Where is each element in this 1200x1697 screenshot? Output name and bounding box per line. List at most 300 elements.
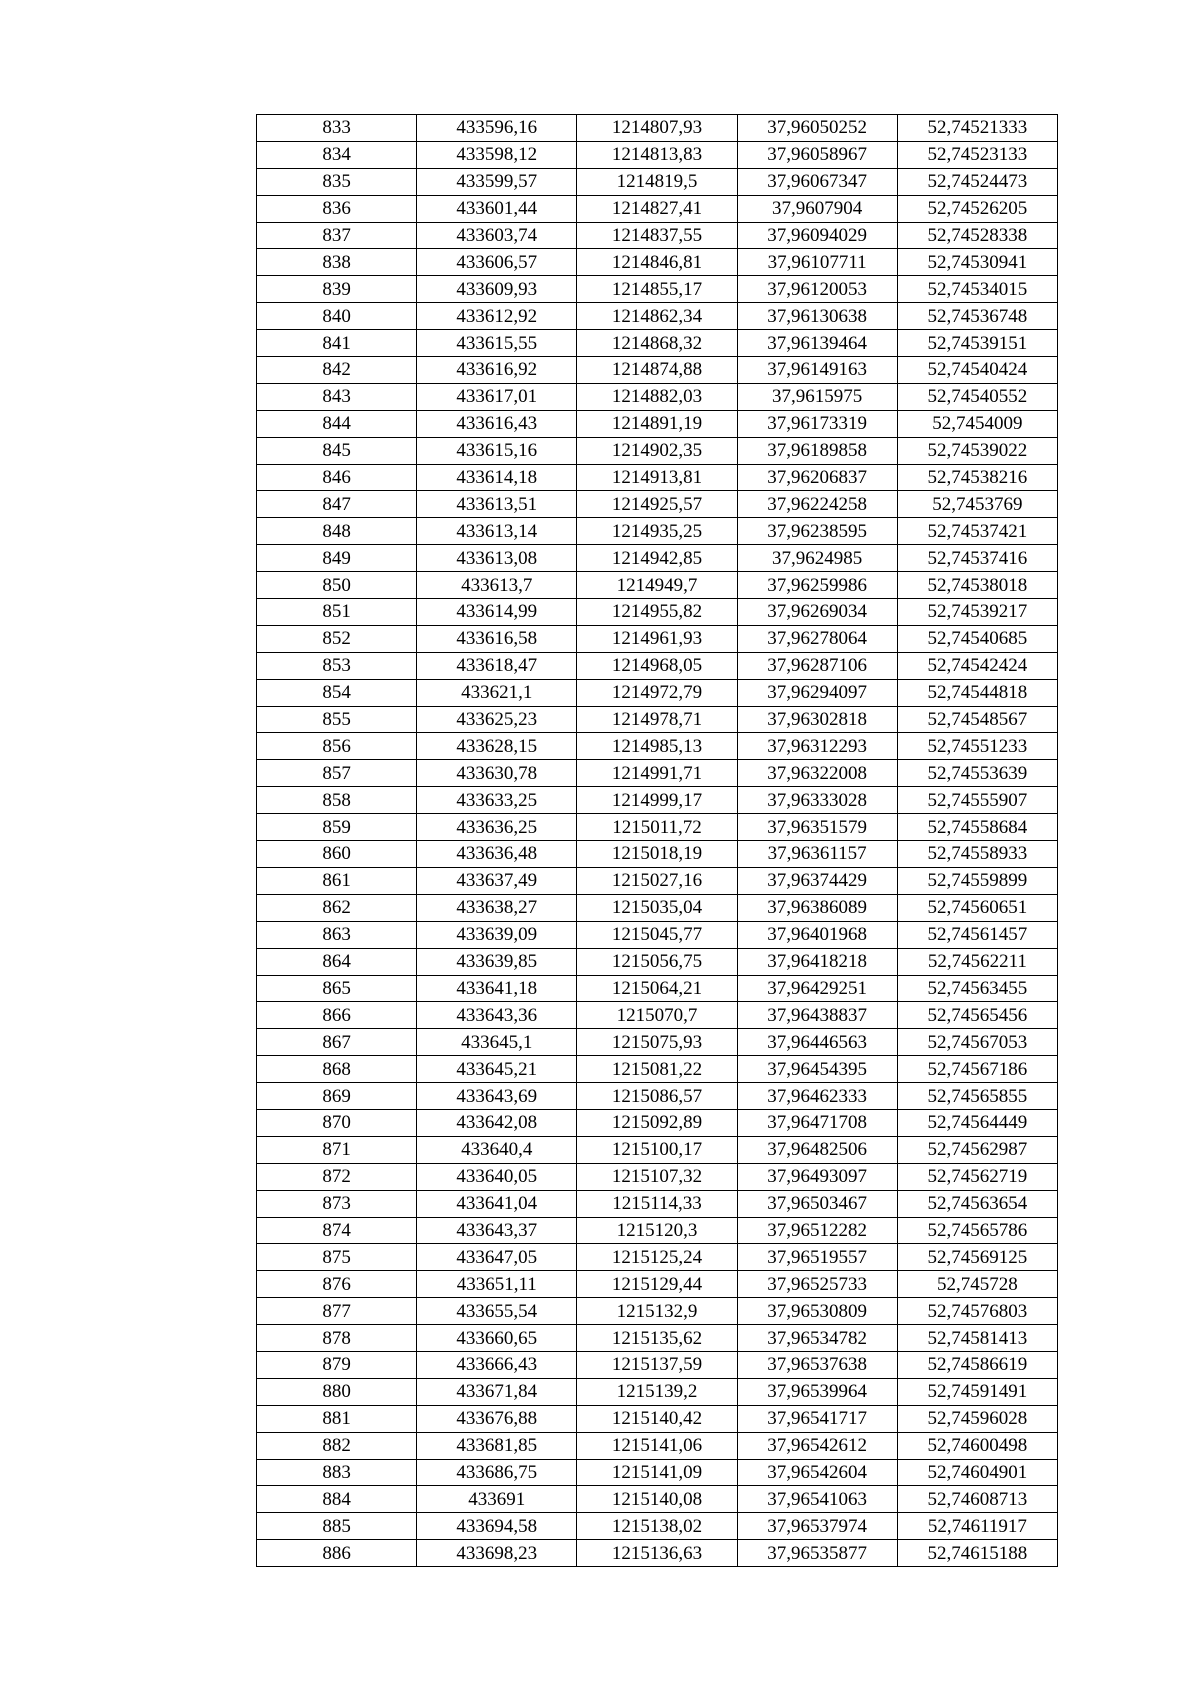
x-coordinate-cell: 433615,55 <box>417 330 577 357</box>
table-row <box>257 249 1058 276</box>
y-coordinate-cell: 1214846,81 <box>577 249 737 276</box>
point-number-cell: 858 <box>257 787 417 814</box>
longitude-cell: 37,96401968 <box>737 921 897 948</box>
y-coordinate-cell: 1214837,55 <box>577 222 737 249</box>
latitude-cell: 52,74611917 <box>897 1513 1057 1540</box>
x-coordinate-cell: 433613,08 <box>417 545 577 572</box>
x-coordinate-cell: 433636,48 <box>417 841 577 868</box>
y-coordinate-cell: 1214991,71 <box>577 760 737 787</box>
table-row <box>257 276 1058 303</box>
longitude-cell: 37,96519557 <box>737 1244 897 1271</box>
point-number-cell: 848 <box>257 518 417 545</box>
latitude-cell: 52,74586619 <box>897 1351 1057 1378</box>
y-coordinate-cell: 1214935,25 <box>577 518 737 545</box>
longitude-cell: 37,96259986 <box>737 572 897 599</box>
table-row <box>257 679 1058 706</box>
y-coordinate-cell: 1215140,42 <box>577 1405 737 1432</box>
latitude-cell: 52,74560651 <box>897 894 1057 921</box>
table-row <box>257 1486 1058 1513</box>
longitude-cell: 37,96534782 <box>737 1325 897 1352</box>
x-coordinate-cell: 433613,7 <box>417 572 577 599</box>
point-number-cell: 844 <box>257 410 417 437</box>
point-number-cell: 849 <box>257 545 417 572</box>
table-row <box>257 1136 1058 1163</box>
longitude-cell: 37,96206837 <box>737 464 897 491</box>
table-row <box>257 841 1058 868</box>
x-coordinate-cell: 433647,05 <box>417 1244 577 1271</box>
longitude-cell: 37,96238595 <box>737 518 897 545</box>
point-number-cell: 872 <box>257 1163 417 1190</box>
y-coordinate-cell: 1215092,89 <box>577 1109 737 1136</box>
point-number-cell: 879 <box>257 1351 417 1378</box>
table-row <box>257 948 1058 975</box>
point-number-cell: 877 <box>257 1298 417 1325</box>
latitude-cell: 52,745728 <box>897 1271 1057 1298</box>
x-coordinate-cell: 433645,1 <box>417 1029 577 1056</box>
table-row <box>257 921 1058 948</box>
y-coordinate-cell: 1215114,33 <box>577 1190 737 1217</box>
longitude-cell: 37,96351579 <box>737 814 897 841</box>
y-coordinate-cell: 1214891,19 <box>577 410 737 437</box>
latitude-cell: 52,74539022 <box>897 437 1057 464</box>
longitude-cell: 37,96438837 <box>737 1002 897 1029</box>
y-coordinate-cell: 1215135,62 <box>577 1325 737 1352</box>
latitude-cell: 52,74523133 <box>897 141 1057 168</box>
x-coordinate-cell: 433618,47 <box>417 652 577 679</box>
x-coordinate-cell: 433613,51 <box>417 491 577 518</box>
longitude-cell: 37,96139464 <box>737 330 897 357</box>
latitude-cell: 52,74524473 <box>897 168 1057 195</box>
x-coordinate-cell: 433606,57 <box>417 249 577 276</box>
longitude-cell: 37,96120053 <box>737 276 897 303</box>
point-number-cell: 880 <box>257 1378 417 1405</box>
point-number-cell: 873 <box>257 1190 417 1217</box>
y-coordinate-cell: 1215132,9 <box>577 1298 737 1325</box>
table-row <box>257 706 1058 733</box>
y-coordinate-cell: 1215027,16 <box>577 867 737 894</box>
latitude-cell: 52,74600498 <box>897 1432 1057 1459</box>
point-number-cell: 836 <box>257 195 417 222</box>
table-row <box>257 1163 1058 1190</box>
x-coordinate-cell: 433614,99 <box>417 599 577 626</box>
latitude-cell: 52,74559899 <box>897 867 1057 894</box>
y-coordinate-cell: 1214862,34 <box>577 303 737 330</box>
y-coordinate-cell: 1214902,35 <box>577 437 737 464</box>
longitude-cell: 37,96535877 <box>737 1540 897 1567</box>
point-number-cell: 867 <box>257 1029 417 1056</box>
latitude-cell: 52,74539217 <box>897 599 1057 626</box>
table-row <box>257 222 1058 249</box>
point-number-cell: 841 <box>257 330 417 357</box>
latitude-cell: 52,74569125 <box>897 1244 1057 1271</box>
longitude-cell: 37,96312293 <box>737 733 897 760</box>
longitude-cell: 37,96058967 <box>737 141 897 168</box>
table-row <box>257 975 1058 1002</box>
point-number-cell: 883 <box>257 1459 417 1486</box>
table-row <box>257 733 1058 760</box>
y-coordinate-cell: 1215100,17 <box>577 1136 737 1163</box>
x-coordinate-cell: 433642,08 <box>417 1109 577 1136</box>
x-coordinate-cell: 433633,25 <box>417 787 577 814</box>
table-row <box>257 894 1058 921</box>
latitude-cell: 52,74538216 <box>897 464 1057 491</box>
x-coordinate-cell: 433609,93 <box>417 276 577 303</box>
table-row <box>257 1459 1058 1486</box>
longitude-cell: 37,96173319 <box>737 410 897 437</box>
x-coordinate-cell: 433651,11 <box>417 1271 577 1298</box>
point-number-cell: 884 <box>257 1486 417 1513</box>
table-row <box>257 195 1058 222</box>
table-row <box>257 1029 1058 1056</box>
point-number-cell: 855 <box>257 706 417 733</box>
point-number-cell: 846 <box>257 464 417 491</box>
y-coordinate-cell: 1214882,03 <box>577 383 737 410</box>
longitude-cell: 37,96537974 <box>737 1513 897 1540</box>
y-coordinate-cell: 1214827,41 <box>577 195 737 222</box>
latitude-cell: 52,74596028 <box>897 1405 1057 1432</box>
point-number-cell: 868 <box>257 1056 417 1083</box>
table-row <box>257 1378 1058 1405</box>
y-coordinate-cell: 1214813,83 <box>577 141 737 168</box>
latitude-cell: 52,74565786 <box>897 1217 1057 1244</box>
x-coordinate-cell: 433643,37 <box>417 1217 577 1244</box>
x-coordinate-cell: 433681,85 <box>417 1432 577 1459</box>
point-number-cell: 862 <box>257 894 417 921</box>
latitude-cell: 52,74558684 <box>897 814 1057 841</box>
x-coordinate-cell: 433637,49 <box>417 867 577 894</box>
x-coordinate-cell: 433603,74 <box>417 222 577 249</box>
x-coordinate-cell: 433630,78 <box>417 760 577 787</box>
x-coordinate-cell: 433639,85 <box>417 948 577 975</box>
y-coordinate-cell: 1215138,02 <box>577 1513 737 1540</box>
latitude-cell: 52,74563455 <box>897 975 1057 1002</box>
latitude-cell: 52,74536748 <box>897 303 1057 330</box>
point-number-cell: 838 <box>257 249 417 276</box>
x-coordinate-cell: 433694,58 <box>417 1513 577 1540</box>
latitude-cell: 52,74553639 <box>897 760 1057 787</box>
table-row <box>257 625 1058 652</box>
latitude-cell: 52,74565456 <box>897 1002 1057 1029</box>
y-coordinate-cell: 1214972,79 <box>577 679 737 706</box>
latitude-cell: 52,74526205 <box>897 195 1057 222</box>
longitude-cell: 37,96542612 <box>737 1432 897 1459</box>
latitude-cell: 52,74564449 <box>897 1109 1057 1136</box>
x-coordinate-cell: 433616,43 <box>417 410 577 437</box>
y-coordinate-cell: 1215141,06 <box>577 1432 737 1459</box>
longitude-cell: 37,96503467 <box>737 1190 897 1217</box>
y-coordinate-cell: 1215035,04 <box>577 894 737 921</box>
point-number-cell: 839 <box>257 276 417 303</box>
point-number-cell: 874 <box>257 1217 417 1244</box>
longitude-cell: 37,96287106 <box>737 652 897 679</box>
longitude-cell: 37,96512282 <box>737 1217 897 1244</box>
point-number-cell: 875 <box>257 1244 417 1271</box>
latitude-cell: 52,74528338 <box>897 222 1057 249</box>
longitude-cell: 37,96094029 <box>737 222 897 249</box>
x-coordinate-cell: 433596,16 <box>417 115 577 142</box>
latitude-cell: 52,74561457 <box>897 921 1057 948</box>
longitude-cell: 37,96539964 <box>737 1378 897 1405</box>
table-row <box>257 1432 1058 1459</box>
y-coordinate-cell: 1215070,7 <box>577 1002 737 1029</box>
y-coordinate-cell: 1215140,08 <box>577 1486 737 1513</box>
latitude-cell: 52,74537416 <box>897 545 1057 572</box>
longitude-cell: 37,96361157 <box>737 841 897 868</box>
longitude-cell: 37,9615975 <box>737 383 897 410</box>
point-number-cell: 876 <box>257 1271 417 1298</box>
table-row <box>257 572 1058 599</box>
latitude-cell: 52,7453769 <box>897 491 1057 518</box>
x-coordinate-cell: 433640,05 <box>417 1163 577 1190</box>
latitude-cell: 52,74562987 <box>897 1136 1057 1163</box>
point-number-cell: 863 <box>257 921 417 948</box>
latitude-cell: 52,74540685 <box>897 625 1057 652</box>
x-coordinate-cell: 433615,16 <box>417 437 577 464</box>
table-row <box>257 1351 1058 1378</box>
table-body <box>257 115 1058 1567</box>
table-row <box>257 115 1058 142</box>
y-coordinate-cell: 1214807,93 <box>577 115 737 142</box>
x-coordinate-cell: 433613,14 <box>417 518 577 545</box>
table-row <box>257 437 1058 464</box>
longitude-cell: 37,96493097 <box>737 1163 897 1190</box>
y-coordinate-cell: 1215125,24 <box>577 1244 737 1271</box>
table-row <box>257 1298 1058 1325</box>
longitude-cell: 37,96374429 <box>737 867 897 894</box>
x-coordinate-cell: 433639,09 <box>417 921 577 948</box>
latitude-cell: 52,74551233 <box>897 733 1057 760</box>
point-number-cell: 837 <box>257 222 417 249</box>
x-coordinate-cell: 433628,15 <box>417 733 577 760</box>
point-number-cell: 871 <box>257 1136 417 1163</box>
table-row <box>257 814 1058 841</box>
table-row <box>257 518 1058 545</box>
y-coordinate-cell: 1215136,63 <box>577 1540 737 1567</box>
latitude-cell: 52,74544818 <box>897 679 1057 706</box>
point-number-cell: 834 <box>257 141 417 168</box>
x-coordinate-cell: 433686,75 <box>417 1459 577 1486</box>
table-row <box>257 1083 1058 1110</box>
table-row <box>257 357 1058 384</box>
y-coordinate-cell: 1214978,71 <box>577 706 737 733</box>
point-number-cell: 852 <box>257 625 417 652</box>
latitude-cell: 52,74537421 <box>897 518 1057 545</box>
y-coordinate-cell: 1214868,32 <box>577 330 737 357</box>
longitude-cell: 37,96067347 <box>737 168 897 195</box>
latitude-cell: 52,74563654 <box>897 1190 1057 1217</box>
x-coordinate-cell: 433614,18 <box>417 464 577 491</box>
x-coordinate-cell: 433671,84 <box>417 1378 577 1405</box>
y-coordinate-cell: 1215075,93 <box>577 1029 737 1056</box>
y-coordinate-cell: 1215045,77 <box>577 921 737 948</box>
longitude-cell: 37,96107711 <box>737 249 897 276</box>
x-coordinate-cell: 433617,01 <box>417 383 577 410</box>
latitude-cell: 52,74521333 <box>897 115 1057 142</box>
latitude-cell: 52,74558933 <box>897 841 1057 868</box>
y-coordinate-cell: 1215086,57 <box>577 1083 737 1110</box>
longitude-cell: 37,96446563 <box>737 1029 897 1056</box>
longitude-cell: 37,96149163 <box>737 357 897 384</box>
y-coordinate-cell: 1214949,7 <box>577 572 737 599</box>
longitude-cell: 37,96462333 <box>737 1083 897 1110</box>
x-coordinate-cell: 433616,92 <box>417 357 577 384</box>
y-coordinate-cell: 1214925,57 <box>577 491 737 518</box>
latitude-cell: 52,74530941 <box>897 249 1057 276</box>
point-number-cell: 854 <box>257 679 417 706</box>
latitude-cell: 52,74542424 <box>897 652 1057 679</box>
table-row <box>257 599 1058 626</box>
y-coordinate-cell: 1214985,13 <box>577 733 737 760</box>
y-coordinate-cell: 1215107,32 <box>577 1163 737 1190</box>
point-number-cell: 866 <box>257 1002 417 1029</box>
y-coordinate-cell: 1214968,05 <box>577 652 737 679</box>
longitude-cell: 37,96454395 <box>737 1056 897 1083</box>
point-number-cell: 842 <box>257 357 417 384</box>
latitude-cell: 52,74555907 <box>897 787 1057 814</box>
latitude-cell: 52,74608713 <box>897 1486 1057 1513</box>
table-row <box>257 652 1058 679</box>
point-number-cell: 870 <box>257 1109 417 1136</box>
longitude-cell: 37,96294097 <box>737 679 897 706</box>
table-row <box>257 760 1058 787</box>
latitude-cell: 52,74539151 <box>897 330 1057 357</box>
point-number-cell: 881 <box>257 1405 417 1432</box>
longitude-cell: 37,96482506 <box>737 1136 897 1163</box>
y-coordinate-cell: 1214819,5 <box>577 168 737 195</box>
x-coordinate-cell: 433643,69 <box>417 1083 577 1110</box>
longitude-cell: 37,96224258 <box>737 491 897 518</box>
longitude-cell: 37,96541063 <box>737 1486 897 1513</box>
x-coordinate-cell: 433640,4 <box>417 1136 577 1163</box>
point-number-cell: 850 <box>257 572 417 599</box>
table-row <box>257 1244 1058 1271</box>
x-coordinate-cell: 433691 <box>417 1486 577 1513</box>
coordinates-table <box>256 114 1058 1567</box>
point-number-cell: 861 <box>257 867 417 894</box>
table-row <box>257 1217 1058 1244</box>
y-coordinate-cell: 1215129,44 <box>577 1271 737 1298</box>
longitude-cell: 37,96278064 <box>737 625 897 652</box>
latitude-cell: 52,74567053 <box>897 1029 1057 1056</box>
latitude-cell: 52,74562211 <box>897 948 1057 975</box>
x-coordinate-cell: 433599,57 <box>417 168 577 195</box>
latitude-cell: 52,74604901 <box>897 1459 1057 1486</box>
table-row <box>257 464 1058 491</box>
y-coordinate-cell: 1215120,3 <box>577 1217 737 1244</box>
longitude-cell: 37,96269034 <box>737 599 897 626</box>
x-coordinate-cell: 433698,23 <box>417 1540 577 1567</box>
latitude-cell: 52,74591491 <box>897 1378 1057 1405</box>
x-coordinate-cell: 433645,21 <box>417 1056 577 1083</box>
x-coordinate-cell: 433676,88 <box>417 1405 577 1432</box>
table-row <box>257 1271 1058 1298</box>
y-coordinate-cell: 1215018,19 <box>577 841 737 868</box>
latitude-cell: 52,74548567 <box>897 706 1057 733</box>
latitude-cell: 52,7454009 <box>897 410 1057 437</box>
latitude-cell: 52,74567186 <box>897 1056 1057 1083</box>
x-coordinate-cell: 433643,36 <box>417 1002 577 1029</box>
latitude-cell: 52,74540552 <box>897 383 1057 410</box>
table-row <box>257 1190 1058 1217</box>
y-coordinate-cell: 1214999,17 <box>577 787 737 814</box>
longitude-cell: 37,96542604 <box>737 1459 897 1486</box>
point-number-cell: 864 <box>257 948 417 975</box>
x-coordinate-cell: 433601,44 <box>417 195 577 222</box>
x-coordinate-cell: 433641,18 <box>417 975 577 1002</box>
longitude-cell: 37,96386089 <box>737 894 897 921</box>
point-number-cell: 859 <box>257 814 417 841</box>
x-coordinate-cell: 433598,12 <box>417 141 577 168</box>
latitude-cell: 52,74581413 <box>897 1325 1057 1352</box>
table-row <box>257 491 1058 518</box>
y-coordinate-cell: 1214955,82 <box>577 599 737 626</box>
latitude-cell: 52,74562719 <box>897 1163 1057 1190</box>
point-number-cell: 853 <box>257 652 417 679</box>
longitude-cell: 37,96429251 <box>737 975 897 1002</box>
table-row <box>257 410 1058 437</box>
longitude-cell: 37,9624985 <box>737 545 897 572</box>
x-coordinate-cell: 433636,25 <box>417 814 577 841</box>
point-number-cell: 840 <box>257 303 417 330</box>
y-coordinate-cell: 1215056,75 <box>577 948 737 975</box>
table-row <box>257 1002 1058 1029</box>
point-number-cell: 885 <box>257 1513 417 1540</box>
latitude-cell: 52,74534015 <box>897 276 1057 303</box>
table-row <box>257 1109 1058 1136</box>
x-coordinate-cell: 433612,92 <box>417 303 577 330</box>
y-coordinate-cell: 1214855,17 <box>577 276 737 303</box>
point-number-cell: 878 <box>257 1325 417 1352</box>
latitude-cell: 52,74538018 <box>897 572 1057 599</box>
longitude-cell: 37,96333028 <box>737 787 897 814</box>
table-row <box>257 141 1058 168</box>
y-coordinate-cell: 1214961,93 <box>577 625 737 652</box>
x-coordinate-cell: 433666,43 <box>417 1351 577 1378</box>
x-coordinate-cell: 433621,1 <box>417 679 577 706</box>
longitude-cell: 37,96322008 <box>737 760 897 787</box>
point-number-cell: 851 <box>257 599 417 626</box>
point-number-cell: 833 <box>257 115 417 142</box>
y-coordinate-cell: 1215141,09 <box>577 1459 737 1486</box>
point-number-cell: 860 <box>257 841 417 868</box>
y-coordinate-cell: 1215064,21 <box>577 975 737 1002</box>
y-coordinate-cell: 1214874,88 <box>577 357 737 384</box>
point-number-cell: 882 <box>257 1432 417 1459</box>
latitude-cell: 52,74565855 <box>897 1083 1057 1110</box>
longitude-cell: 37,96525733 <box>737 1271 897 1298</box>
point-number-cell: 845 <box>257 437 417 464</box>
table-row <box>257 383 1058 410</box>
table-row <box>257 330 1058 357</box>
table-row <box>257 1540 1058 1567</box>
point-number-cell: 865 <box>257 975 417 1002</box>
table-row <box>257 1325 1058 1352</box>
x-coordinate-cell: 433655,54 <box>417 1298 577 1325</box>
longitude-cell: 37,96189858 <box>737 437 897 464</box>
y-coordinate-cell: 1214942,85 <box>577 545 737 572</box>
y-coordinate-cell: 1215011,72 <box>577 814 737 841</box>
x-coordinate-cell: 433638,27 <box>417 894 577 921</box>
x-coordinate-cell: 433625,23 <box>417 706 577 733</box>
point-number-cell: 856 <box>257 733 417 760</box>
longitude-cell: 37,96050252 <box>737 115 897 142</box>
table-row <box>257 545 1058 572</box>
longitude-cell: 37,96302818 <box>737 706 897 733</box>
table-row <box>257 168 1058 195</box>
longitude-cell: 37,96130638 <box>737 303 897 330</box>
table-row <box>257 1405 1058 1432</box>
x-coordinate-cell: 433616,58 <box>417 625 577 652</box>
